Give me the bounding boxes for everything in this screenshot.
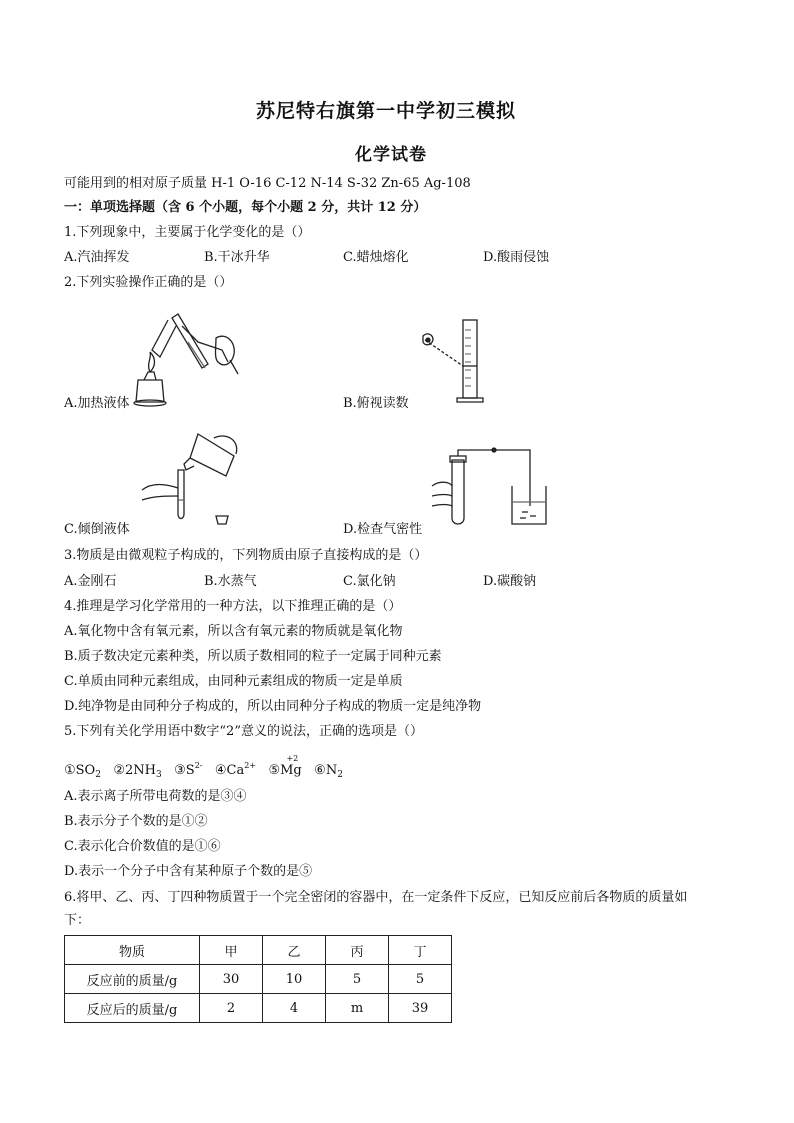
table-header-row (65, 936, 452, 965)
table-cell: 反应后的质量/g (65, 994, 200, 1023)
q5-option-a: A.表示离子所带电荷数的是③④ (64, 789, 247, 804)
cylinder-reading-figure (415, 318, 505, 404)
page-title: 苏尼特右旗第一中学初三模拟 (256, 100, 517, 122)
pouring-liquid-figure (136, 430, 248, 530)
q1-option-d: D.酸雨侵蚀 (483, 250, 550, 265)
q5-option-c: C.表示化合价数值的是①⑥ (64, 839, 221, 854)
table-cell: 30 (200, 965, 263, 994)
table-cell: 5 (389, 965, 452, 994)
q3-option-d: D.碳酸钠 (483, 574, 537, 589)
table-header-cell: 物质 (65, 936, 200, 965)
q4-option-d: D.纯净物是由同种分子构成的，所以由同种分子构成的物质一定是纯净物 (64, 699, 482, 714)
q3-option-c: C.氯化钠 (343, 574, 396, 589)
table-cell: m (326, 994, 389, 1023)
heating-liquid-figure (130, 302, 250, 412)
q2-stem: 2.下列实验操作正确的是（） (64, 275, 233, 290)
q1-option-b: B.干冰升华 (204, 250, 270, 265)
q5-stem: 5.下列有关化学用语中数字“2”意义的说法，正确的选项是（） (64, 724, 423, 739)
formula-s2-: $③S^{2-}$ (174, 761, 203, 778)
table-cell: 10 (263, 965, 326, 994)
q2-option-d: D.检查气密性 (343, 522, 423, 537)
section-heading: 一：单项选择题（含 6 个小题，每个小题 2 分，共计 12 分） (64, 200, 427, 215)
table-cell: 5 (326, 965, 389, 994)
q4-stem: 4.推理是学习化学常用的一种方法，以下推理正确的是（） (64, 599, 402, 614)
q3-option-b: B.水蒸气 (204, 574, 257, 589)
table-header-cell: 丁 (389, 936, 452, 965)
q3-stem: 3.物质是由微观粒子构成的，下列物质由原子直接构成的是（） (64, 548, 428, 563)
atomic-masses: 可能用到的相对原子质量 H-1 O-16 C-12 N-14 S-32 Zn-65 Ag-108 (64, 176, 471, 191)
q2-option-b: B.俯视读数 (343, 396, 409, 411)
formula-ca2+: $④Ca^{2+}$ (214, 761, 257, 778)
q4-option-b: B.质子数决定元素种类，所以质子数相同的粒子一定属于同种元素 (64, 649, 442, 664)
table-header-cell: 乙 (263, 936, 326, 965)
q6-stem-line2: 下： (64, 913, 91, 928)
page-subtitle: 化学试卷 (355, 145, 427, 165)
table-cell: 4 (263, 994, 326, 1023)
formula-so2: $①SO_2$ (64, 763, 101, 780)
q5-formulas (64, 754, 343, 780)
q2-option-c: C.倾倒液体 (64, 522, 130, 537)
mass-table (64, 935, 452, 1023)
q2-option-a: A.加热液体 (64, 396, 130, 411)
airtightness-check-figure (430, 446, 550, 530)
formula-n2: $⑥N_2$ (314, 763, 343, 780)
table-row (65, 965, 452, 994)
q5-option-d: D.表示一个分子中含有某种原子个数的是⑤ (64, 864, 313, 879)
q4-option-a: A.氧化物中含有氧元素，所以含有氧元素的物质就是氧化物 (64, 624, 403, 639)
q1-option-c: C.蜡烛熔化 (343, 250, 409, 265)
table-header-cell: 甲 (200, 936, 263, 965)
table-cell: 反应前的质量/g (65, 965, 200, 994)
q4-option-c: C.单质由同种元素组成，由同种元素组成的物质一定是单质 (64, 674, 403, 689)
q5-option-b: B.表示分子个数的是①② (64, 814, 208, 829)
table-row (65, 994, 452, 1023)
q6-stem-line1: 6.将甲、乙、丙、丁四种物质置于一个完全密闭的容器中，在一定条件下反应，已知反应前后各物质的质量如 (64, 890, 688, 905)
q1-stem: 1.下列现象中，主要属于化学变化的是（） (64, 225, 311, 240)
formula-mg-valence: +2 ⑤Mg (268, 754, 302, 778)
table-cell: 2 (200, 994, 263, 1023)
q3-option-a: A.金刚石 (64, 574, 117, 589)
table-cell: 39 (389, 994, 452, 1023)
q1-option-a: A.汽油挥发 (64, 250, 130, 265)
formula-2nh3: $②2NH_3$ (113, 763, 162, 780)
table-header-cell: 丙 (326, 936, 389, 965)
